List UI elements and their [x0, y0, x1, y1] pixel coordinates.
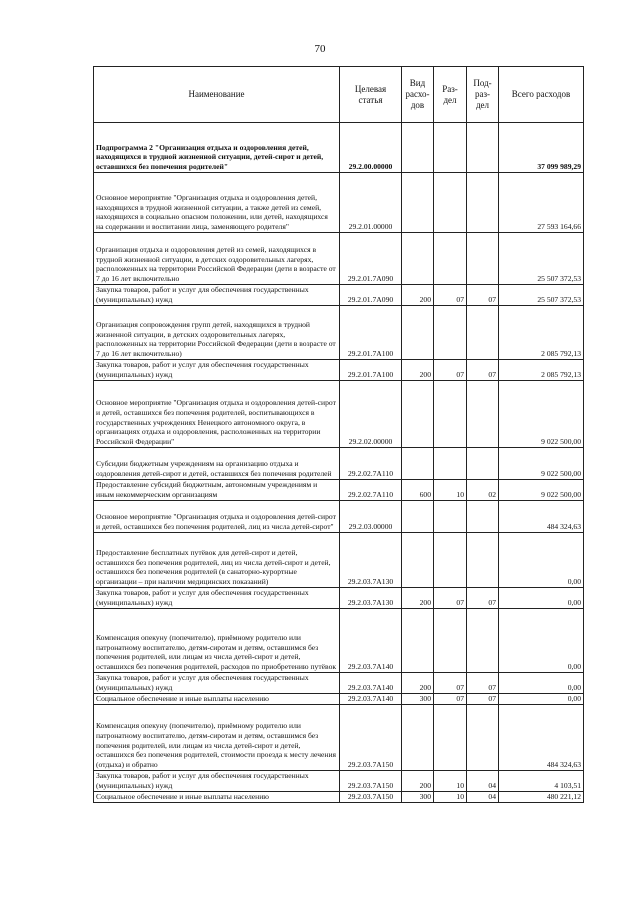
- row-expense-type: 200: [402, 360, 434, 381]
- table-row: [94, 609, 584, 673]
- row-name: Основное мероприятие "Организация отдыха и оздоровления детей-сирот и детей, оставшихся без попечения родителей, лиц из числа детей-сирот": [94, 501, 340, 533]
- row-subsection: [467, 306, 499, 360]
- row-section: [434, 501, 467, 533]
- table-row: [94, 694, 584, 705]
- row-target-code: 29.2.01.7А090: [340, 233, 402, 285]
- row-target-code: 29.2.03.7А150: [340, 705, 402, 771]
- table-body: [94, 123, 584, 803]
- row-expense-type: 200: [402, 771, 434, 792]
- table-row: [94, 233, 584, 285]
- row-subsection: 07: [467, 360, 499, 381]
- row-section: 10: [434, 771, 467, 792]
- row-name: Предоставление субсидий бюджетным, автономным учреждениям и иным некоммерческим организациям: [94, 480, 340, 501]
- row-name: Организация сопровождения групп детей, находящихся в трудной жизненной ситуации, в детских оздоровительных лагерях, расположенных на территории Российской Федерации (дети в возрасте от 7 до 16 лет включительно): [94, 306, 340, 360]
- row-expense-type: [402, 533, 434, 588]
- header-type: Вид расхо-дов: [402, 67, 434, 123]
- row-subsection: 04: [467, 792, 499, 803]
- row-section: [434, 448, 467, 480]
- row-expense-type: [402, 233, 434, 285]
- row-subsection: [467, 381, 499, 448]
- table-row: [94, 360, 584, 381]
- row-expense-type: [402, 609, 434, 673]
- row-subsection: [467, 533, 499, 588]
- table-row: [94, 533, 584, 588]
- row-name: Закупка товаров, работ и услуг для обеспечения государственных (муниципальных) нужд: [94, 771, 340, 792]
- row-expense-type: 200: [402, 285, 434, 306]
- row-name: Предоставление бесплатных путёвок для детей-сирот и детей, оставшихся без попечения родителей, лиц из числа детей-сирот и детей, оставшихся без попечения родителей (в санаторно-курортные организации – при наличии медицинских показаний): [94, 533, 340, 588]
- row-target-code: 29.2.03.7А140: [340, 673, 402, 694]
- row-name: Подпрограмма 2 "Организация отдыха и оздоровления детей, находящихся в трудной жизненной ситуации, детей-сирот и детей, оставшихся без попечения родителей": [94, 123, 340, 173]
- row-target-code: 29.2.02.7А110: [340, 480, 402, 501]
- table-header-row: [94, 67, 584, 123]
- row-subsection: 02: [467, 480, 499, 501]
- row-subsection: [467, 501, 499, 533]
- row-section: [434, 609, 467, 673]
- row-section: [434, 173, 467, 233]
- row-amount: 0,00: [499, 609, 584, 673]
- row-target-code: 29.2.03.7А130: [340, 588, 402, 609]
- table-row: [94, 123, 584, 173]
- row-target-code: 29.2.03.7А150: [340, 792, 402, 803]
- row-target-code: 29.2.03.7А150: [340, 771, 402, 792]
- row-name: Закупка товаров, работ и услуг для обеспечения государственных (муниципальных) нужд: [94, 360, 340, 381]
- table-row: [94, 792, 584, 803]
- row-amount: 484 324,63: [499, 501, 584, 533]
- row-name: Закупка товаров, работ и услуг для обеспечения государственных (муниципальных) нужд: [94, 673, 340, 694]
- row-expense-type: [402, 705, 434, 771]
- row-subsection: 07: [467, 673, 499, 694]
- row-target-code: 29.2.02.7А110: [340, 448, 402, 480]
- row-name: Основное мероприятие "Организация отдыха и оздоровления детей-сирот и детей, оставшихся без попечения родителей, воспитывающихся в государственных учреждениях Ненецкого автономного округа, в организациях отдыха и оздоровления, расположенных на территории Российской Федерации": [94, 381, 340, 448]
- header-total: Всего расходов: [499, 67, 584, 123]
- row-amount: 2 085 792,13: [499, 306, 584, 360]
- row-amount: 0,00: [499, 588, 584, 609]
- row-subsection: [467, 448, 499, 480]
- row-amount: 9 022 500,00: [499, 448, 584, 480]
- row-target-code: 29.2.03.7А140: [340, 609, 402, 673]
- table-row: [94, 285, 584, 306]
- table-row: [94, 673, 584, 694]
- row-name: Социальное обеспечение и иные выплаты населению: [94, 792, 340, 803]
- table-row: [94, 173, 584, 233]
- row-amount: 25 507 372,53: [499, 233, 584, 285]
- row-subsection: [467, 173, 499, 233]
- row-section: 07: [434, 285, 467, 306]
- row-subsection: 04: [467, 771, 499, 792]
- row-name: Закупка товаров, работ и услуг для обеспечения государственных (муниципальных) нужд: [94, 588, 340, 609]
- row-target-code: 29.2.03.7А140: [340, 694, 402, 705]
- row-expense-type: [402, 173, 434, 233]
- row-amount: 25 507 372,53: [499, 285, 584, 306]
- table-row: [94, 705, 584, 771]
- row-section: 07: [434, 588, 467, 609]
- row-section: 07: [434, 694, 467, 705]
- row-expense-type: [402, 123, 434, 173]
- row-expense-type: [402, 381, 434, 448]
- row-amount: 9 022 500,00: [499, 480, 584, 501]
- row-target-code: 29.2.01.7А090: [340, 285, 402, 306]
- row-section: 07: [434, 360, 467, 381]
- row-target-code: 29.2.01.7А100: [340, 360, 402, 381]
- row-name: Компенсация опекуну (попечителю), приёмному родителю или патронатному воспитателю, детям-сиротам и детям, оставшимся без попечения родителей, или лицам из числа детей-сирот и детей, оставшихся без попечения родителей, расходов по приобретению путёвок: [94, 609, 340, 673]
- table-row: [94, 588, 584, 609]
- row-section: 10: [434, 792, 467, 803]
- row-name: Основное мероприятие "Организация отдыха и оздоровления детей, находящихся в трудной жизненной ситуации, а также детей из семей, находящихся в социально опасном положении, или детей, находящихся на содержании и воспитании лица, заменяющего родителя": [94, 173, 340, 233]
- row-target-code: 29.2.03.7А130: [340, 533, 402, 588]
- row-subsection: 07: [467, 694, 499, 705]
- row-amount: 4 103,51: [499, 771, 584, 792]
- row-amount: 27 593 164,66: [499, 173, 584, 233]
- row-target-code: 29.2.03.00000: [340, 501, 402, 533]
- row-section: [434, 705, 467, 771]
- row-amount: 484 324,63: [499, 705, 584, 771]
- row-expense-type: 200: [402, 673, 434, 694]
- row-amount: 480 221,12: [499, 792, 584, 803]
- row-name: Компенсация опекуну (попечителю), приёмному родителю или патронатному воспитателю, детям-сиротам и детям, оставшимся без попечения родителей, или лицам из числа детей-сирот и детей, оставшихся без попечения родителей, стоимости проезда к месту лечения (отдыха) и обратно: [94, 705, 340, 771]
- header-name: Наименование: [94, 67, 340, 123]
- budget-table: [93, 66, 584, 803]
- row-target-code: 29.2.01.00000: [340, 173, 402, 233]
- row-subsection: 07: [467, 588, 499, 609]
- row-name: Субсидии бюджетным учреждениям на организацию отдыха и оздоровления детей-сирот и детей, оставшихся без попечения родителей: [94, 448, 340, 480]
- row-amount: 0,00: [499, 694, 584, 705]
- row-amount: 2 085 792,13: [499, 360, 584, 381]
- row-section: [434, 123, 467, 173]
- row-name: Организация отдыха и оздоровления детей из семей, находящихся в трудной жизненной ситуации, в детских оздоровительных лагерях, расположенных на территории Российской Федерации (дети в возрасте от 7 до 16 лет включительно: [94, 233, 340, 285]
- row-amount: 0,00: [499, 533, 584, 588]
- row-name: Социальное обеспечение и иные выплаты населению: [94, 694, 340, 705]
- row-section: [434, 233, 467, 285]
- table-row: [94, 480, 584, 501]
- header-subsection: Под-раз-дел: [467, 67, 499, 123]
- table-row: [94, 381, 584, 448]
- row-expense-type: 300: [402, 792, 434, 803]
- row-amount: 37 099 989,29: [499, 123, 584, 173]
- row-subsection: [467, 233, 499, 285]
- row-section: 07: [434, 673, 467, 694]
- table-row: [94, 448, 584, 480]
- row-amount: 0,00: [499, 673, 584, 694]
- table-row: [94, 501, 584, 533]
- row-section: [434, 533, 467, 588]
- row-subsection: [467, 705, 499, 771]
- row-subsection: [467, 123, 499, 173]
- row-target-code: 29.2.00.00000: [340, 123, 402, 173]
- row-section: 10: [434, 480, 467, 501]
- header-section: Раз-дел: [434, 67, 467, 123]
- row-target-code: 29.2.02.00000: [340, 381, 402, 448]
- page-number: 70: [314, 43, 326, 55]
- row-expense-type: 600: [402, 480, 434, 501]
- row-section: [434, 381, 467, 448]
- row-expense-type: [402, 448, 434, 480]
- row-expense-type: 300: [402, 694, 434, 705]
- header-target: Целевая статья: [340, 67, 402, 123]
- row-name: Закупка товаров, работ и услуг для обеспечения государственных (муниципальных) нужд: [94, 285, 340, 306]
- row-target-code: 29.2.01.7А100: [340, 306, 402, 360]
- table-row: [94, 771, 584, 792]
- table-row: [94, 306, 584, 360]
- row-section: [434, 306, 467, 360]
- row-amount: 9 022 500,00: [499, 381, 584, 448]
- row-expense-type: 200: [402, 588, 434, 609]
- row-expense-type: [402, 501, 434, 533]
- row-subsection: 07: [467, 285, 499, 306]
- row-expense-type: [402, 306, 434, 360]
- row-subsection: [467, 609, 499, 673]
